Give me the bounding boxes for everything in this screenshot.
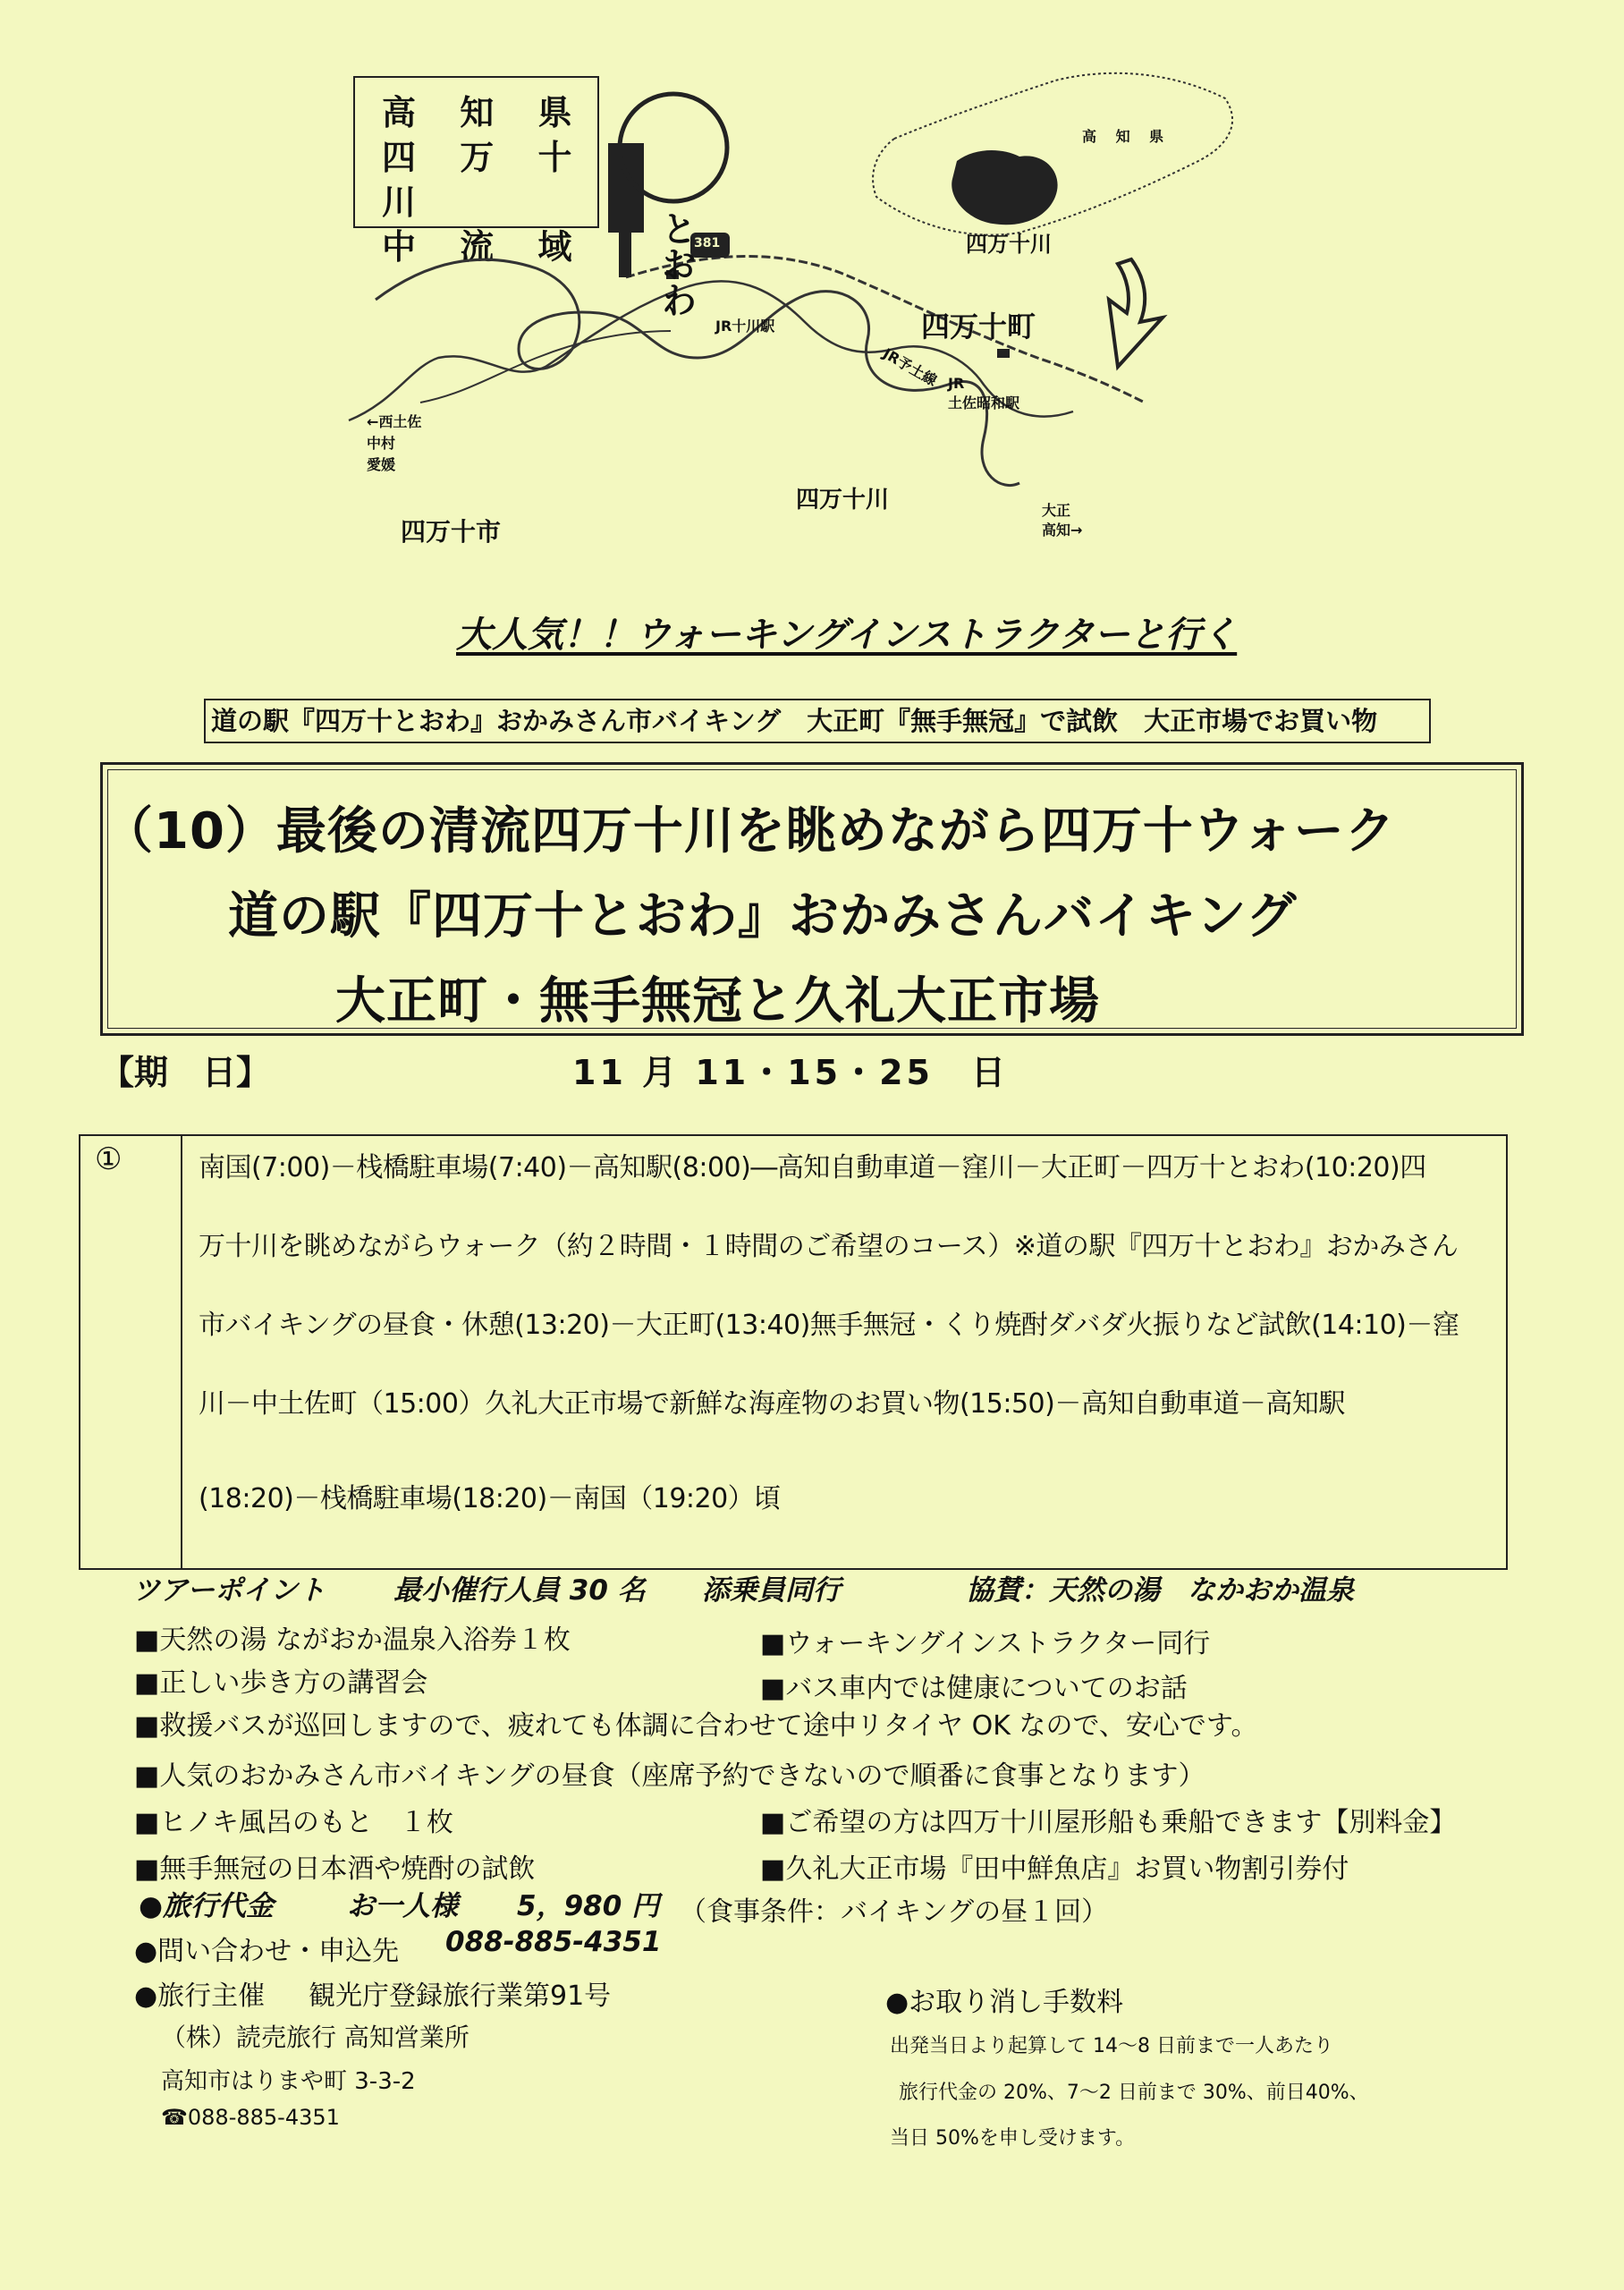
point-left-2: ■正しい歩き方の講習会 [134, 1667, 428, 1699]
contact-phone: 088-885-4351 [445, 1926, 662, 1958]
map-label-jr-showa: JR 土佐昭和駅 [948, 375, 1020, 411]
title-line-2: 道の駅『四万十とおわ』おかみさんバイキング [228, 887, 1298, 946]
map-label-west: ←西土佐 中村 愛媛 [367, 413, 422, 473]
organizer-label: ●旅行主催 [134, 1980, 266, 2012]
tour-point-label: ツアーポイント [132, 1574, 326, 1607]
itinerary-line-5: (18:20)－栈橋駐車場(18:20)－南国（19:20）頃 [199, 1483, 781, 1514]
itinerary-line-2: 万十川を眺めながらウォーク（約２時間・１時間のご希望のコース）※道の駅『四万十とおわ』おかみさん [199, 1231, 1459, 1262]
jr-showa-marker [997, 349, 1010, 358]
point-left-4: ■人気のおかみさん市バイキングの昼食（座席予約できないので順番に食事となります） [134, 1760, 1205, 1792]
itinerary-line-4: 川－中土佐町（15:00）久礼大正市場で新鮮な海産物のお買い物(15:50)－高知自動車道－高知駅 [199, 1388, 1345, 1420]
map-label-shimanto-city: 四万十市 [401, 517, 502, 547]
price-label: ●旅行代金 [139, 1890, 275, 1922]
point-right-4: ■久礼大正市場『田中鮮魚店』お買い物割引券付 [760, 1853, 1349, 1885]
region-line-1: 高 知 県 [382, 93, 588, 132]
sponsor: 協賛：天然の湯 なかおか温泉 [966, 1574, 1354, 1607]
map-label-shimanto-river-bottom: 四万十川 [796, 487, 890, 513]
point-right-2: ■バス車内では健康についてのお話 [760, 1673, 1188, 1704]
map-label-shimanto-town: 四万十町 [921, 310, 1036, 344]
map-label-route: 381 [694, 236, 721, 250]
map-pointer-arrow [1109, 259, 1163, 367]
point-right-3: ■ご希望の方は四万十川屋形船も乗船できます【別料金】 [760, 1807, 1457, 1838]
itinerary-line-1: 南国(7:00)－栈橋駐車場(7:40)－高知駅(8:00)―高知自動車道－窪川－大正町－四万十とおわ(10:20)四 [199, 1152, 1426, 1183]
price-meal: （食事条件：バイキングの昼１回） [680, 1896, 1109, 1928]
escort: 添乗員同行 [702, 1574, 841, 1607]
organizer-tel: ☎088-885-4351 [161, 2105, 340, 2130]
organizer-address: 高知市はりまや町 3-3-2 [161, 2068, 416, 2095]
title-line-1: （10）最後の清流四万十川を眺めながら四万十ウォーク [103, 802, 1396, 861]
railway-line [626, 256, 1145, 403]
kochi-prefecture-outline [873, 73, 1232, 235]
main-title-box [100, 762, 1524, 1036]
cancel-line-1: 出発当日より起算して 14～8 日前まで一人あたり [890, 2035, 1333, 2057]
date-value: 11 月 11・15・25 日 [572, 1053, 1009, 1092]
point-right-1: ■ウォーキングインストラクター同行 [760, 1628, 1211, 1659]
contact-label: ●問い合わせ・申込先 [134, 1936, 400, 1967]
itinerary-number: ① [95, 1141, 123, 1177]
map-label-shimanto-river-top: 四万十川 [966, 232, 1052, 257]
cancel-title: ●お取り消し手数料 [885, 1987, 1124, 2018]
price-per-person: お一人様 [347, 1890, 458, 1922]
shimanto-area-shape [952, 150, 1057, 225]
map-label-prefecture: 高 知 県 [1082, 128, 1171, 145]
title-line-3: 大正町・無手無冠と久礼大正市場 [335, 972, 1100, 1030]
map-label-jr-tokawa: JR十川駅 [715, 318, 775, 335]
itinerary-divider [181, 1136, 182, 1568]
point-left-1: ■天然の湯 ながおか温泉入浴券１枚 [134, 1624, 571, 1656]
region-line-2: 四 万 十 川 [382, 138, 588, 222]
cancel-line-3: 当日 50%を申し受けます。 [890, 2127, 1136, 2150]
price-amount: 5，980 円 [517, 1890, 660, 1922]
date-label: 【期 日】 [100, 1053, 271, 1092]
point-left-6: ■無手無冠の日本酒や焼酎の試飲 [134, 1853, 536, 1885]
region-line-3: 中 流 域 [382, 227, 588, 267]
map-label-sign: とおわ [656, 210, 697, 318]
headline-walking-instructor: 大人気！！ウォーキングインストラクターと行く [456, 615, 1238, 656]
point-left-3: ■救援バスが巡回しますので、疲れても体調に合わせて途中リタイヤ OK なので、安心です。 [134, 1710, 1258, 1742]
map-label-taisho: 大正 高知→ [1042, 502, 1083, 539]
itinerary-line-3: 市バイキングの昼食・休憩(13:20)－大正町(13:40)無手無冠・くり焼酎ダバダ火振りなど試飲(14:10)－窪 [199, 1310, 1459, 1341]
map-label-jr-line: JR予土線 [880, 344, 941, 390]
subheadline-bar: 道の駅『四万十とおわ』おかみさん市バイキング 大正町『無手無冠』で試飲 大正市場でお買い物 [204, 699, 1431, 743]
itinerary-box [79, 1134, 1508, 1570]
point-left-5: ■ヒノキ風呂のもと １枚 [134, 1807, 453, 1838]
organizer-company: （株）読売旅行 高知営業所 [161, 2023, 469, 2052]
cancel-line-2: 旅行代金の 20%、7～2 日前まで 30%、前日40%、 [899, 2082, 1369, 2104]
min-people: 最小催行人員 30 名 [393, 1574, 646, 1607]
organizer-registration: 観光庁登録旅行業第91号 [309, 1980, 612, 2012]
